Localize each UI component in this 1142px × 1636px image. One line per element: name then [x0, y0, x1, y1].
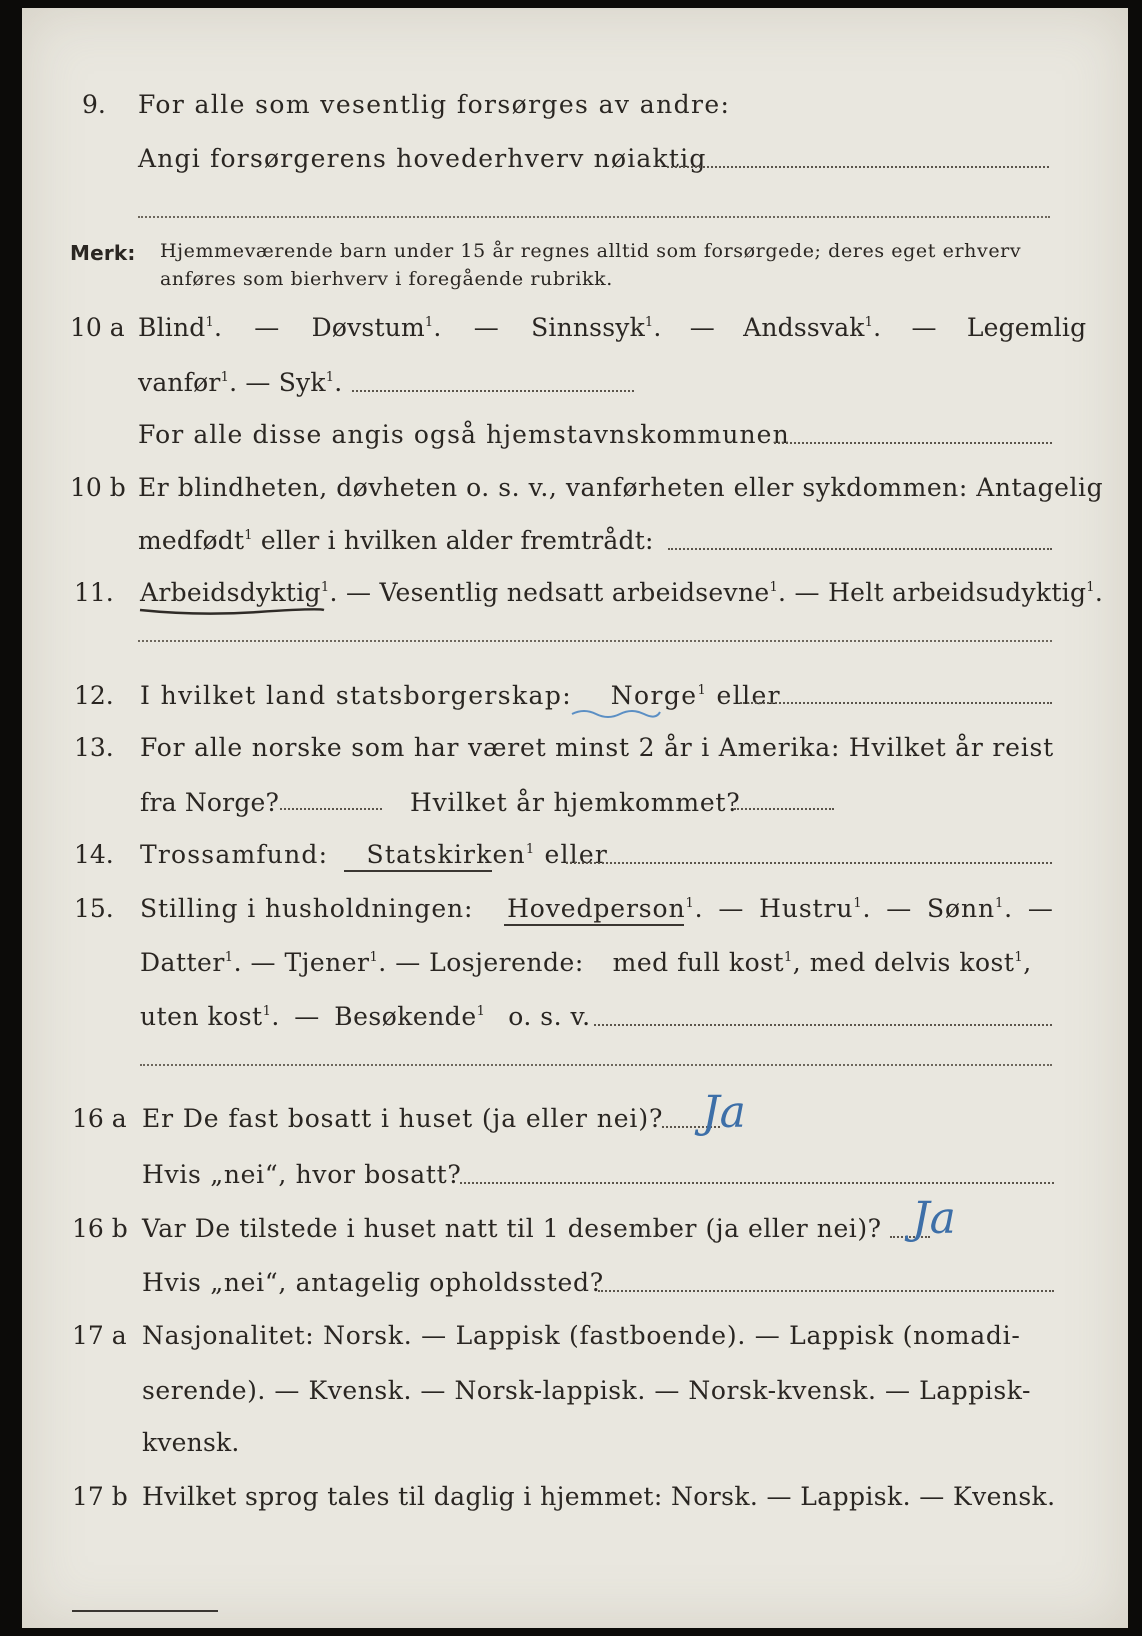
opt-delvis-kost: med delvis kost [809, 948, 1015, 977]
q14-number: 14. [74, 840, 114, 869]
opt-besokende: Besøkende [334, 1002, 477, 1031]
q12-line1: I hvilket land statsborgerskap: Norge$^1$ eller [140, 681, 782, 710]
opt-blind: Blind [138, 313, 206, 342]
opt-syk: Syk [278, 368, 326, 397]
q10b-line2: medfødt$^1$ eller i hvilken alder fremtrådt: [138, 526, 654, 555]
q10a-line3: For alle disse angis også hjemstavnskommunen [138, 420, 790, 449]
q15-number: 15. [74, 894, 114, 923]
q13-line2a: fra Norge? [140, 788, 280, 817]
opt-hovedperson: Hovedperson [507, 894, 686, 923]
merk-line2: anføres som bierhverv i foregående rubrikk. [160, 268, 613, 290]
opt-vanfor: vanfør [138, 368, 221, 397]
q17b-line1: Hvilket sprog tales til daglig i hjemmet: Norsk. — Lappisk. — Kvensk. [142, 1482, 1056, 1511]
q9-number: 9. [82, 90, 106, 119]
q10b-answer-line[interactable] [668, 548, 1052, 550]
q10a-answer-line[interactable] [352, 390, 634, 392]
opt-dovstum: Døvstum [311, 313, 425, 342]
merk-line1: Hjemmeværende barn under 15 år regnes alltid som forsørgede; deres eget erhverv [160, 240, 1022, 262]
q12-number: 12. [74, 681, 114, 710]
opt-sinnssyk: Sinnssyk [531, 313, 645, 342]
census-form-page [22, 8, 1128, 1628]
q14-answer-line[interactable] [566, 862, 1052, 864]
q9-answer-line-2[interactable] [138, 216, 1050, 218]
q9-answer-line[interactable] [667, 166, 1049, 168]
q16a-number: 16 a [72, 1104, 127, 1133]
q16a-line2: Hvis „nei“, hvor bosatt? [142, 1160, 462, 1189]
q16b-line2: Hvis „nei“, antagelig opholdssted? [142, 1268, 604, 1297]
q17a-line3: kvensk. [142, 1428, 240, 1457]
q16a-line1: Er De fast bosatt i huset (ja eller nei)? [142, 1104, 664, 1133]
opt-datter: Datter [140, 948, 225, 977]
q17a-line1: Nasjonalitet: Norsk. — Lappisk (fastboende). — Lappisk (nomadi- [142, 1321, 1021, 1350]
q17b-number: 17 b [72, 1482, 128, 1511]
q10a-kommune-line[interactable] [774, 442, 1052, 444]
q12-answer-line[interactable] [740, 702, 1052, 704]
q15-answer-line-2[interactable] [140, 1064, 1052, 1066]
q15-line1: Stilling i husholdningen: Hovedperson$^1$. — Hustru$^1$. — Sønn$^1$. — [140, 894, 1054, 923]
opt-losjerende: Losjerende: [429, 948, 584, 977]
q13-line1: For alle norske som har været minst 2 år i Amerika: Hvilket år reist [140, 733, 1055, 762]
q16b-opholdssted-line[interactable] [598, 1290, 1054, 1292]
opt-uten-kost: uten kost [140, 1002, 263, 1031]
q12-underline-mark [570, 706, 662, 720]
q17a-line2: serende). — Kvensk. — Norsk-lappisk. — Norsk-kvensk. — Lappisk- [142, 1376, 1031, 1405]
opt-nedsatt: Vesentlig nedsatt arbeidsevne [379, 578, 770, 607]
q10a-line1: Blind$^1$. — Døvstum$^1$. — Sinnssyk$^1$. — Andssvak$^1$. — Legemlig [138, 313, 1087, 342]
q16a-bosatt-line[interactable] [460, 1182, 1054, 1184]
opt-sonn: Sønn [927, 894, 995, 923]
q11-answer-line[interactable] [138, 640, 1052, 642]
q10b-number: 10 b [70, 473, 126, 502]
opt-andssvak: Andssvak [743, 313, 865, 342]
q9-line2: Angi forsørgerens hovederhverv nøiaktig [138, 144, 707, 173]
q15-line3: uten kost$^1$. — Besøkende$^1$ o. s. v. [140, 1002, 591, 1031]
q15-line2: Datter$^1$. — Tjener$^1$. — Losjerende: med full kost$^1$, med delvis kost$^1$, [140, 948, 1032, 977]
opt-full-kost: med full kost [612, 948, 784, 977]
opt-tjener: Tjener [284, 948, 370, 977]
footnote-separator [72, 1610, 218, 1612]
opt-norge: Norge [610, 681, 698, 710]
q15-answer-line[interactable] [594, 1024, 1052, 1026]
q16b-number: 16 b [72, 1214, 128, 1243]
merk-label: Merk: [70, 241, 136, 265]
q10b-line1: Er blindheten, døvheten o. s. v., vanførheten eller sykdommen: Antagelig [138, 473, 1104, 502]
q10a-number: 10 a [70, 313, 125, 342]
q11-underline-mark [138, 604, 328, 618]
q16a-handwritten-answer[interactable]: Ja [702, 1087, 746, 1138]
q13-line2b: Hvilket år hjemkommet? [410, 788, 741, 817]
q14-underline-mark [344, 870, 492, 872]
q10a-line2: vanfør$^1$. — Syk$^1$. [138, 368, 343, 397]
q16b-line1: Var De tilstede i huset natt til 1 desember (ja eller nei)? [142, 1214, 882, 1243]
q11-number: 11. [74, 578, 114, 607]
q17a-number: 17 a [72, 1321, 127, 1350]
opt-legemlig: Legemlig [966, 313, 1087, 342]
q16b-handwritten-answer[interactable]: Ja [912, 1193, 956, 1244]
opt-hustru: Hustru [759, 894, 854, 923]
opt-statskirken: Statskirken [366, 840, 526, 869]
q13-number: 13. [74, 733, 114, 762]
opt-arbeidsdyktig: Arbeidsdyktig [140, 578, 321, 607]
opt-udyktig: Helt arbeidsudyktig [828, 578, 1087, 607]
q11-line1: Arbeidsdyktig$^1$. — Vesentlig nedsatt arbeidsevne$^1$. — Helt arbeidsudyktig$^1$. [140, 578, 1104, 607]
q9-line1: For alle som vesentlig forsørges av andre: [138, 90, 731, 119]
q15-underline-mark [504, 924, 684, 926]
q13-reist-line[interactable] [280, 808, 382, 810]
q14-line1: Trossamfund: Statskirken$^1$ eller [140, 840, 609, 869]
q13-hjemkommet-line[interactable] [734, 808, 834, 810]
